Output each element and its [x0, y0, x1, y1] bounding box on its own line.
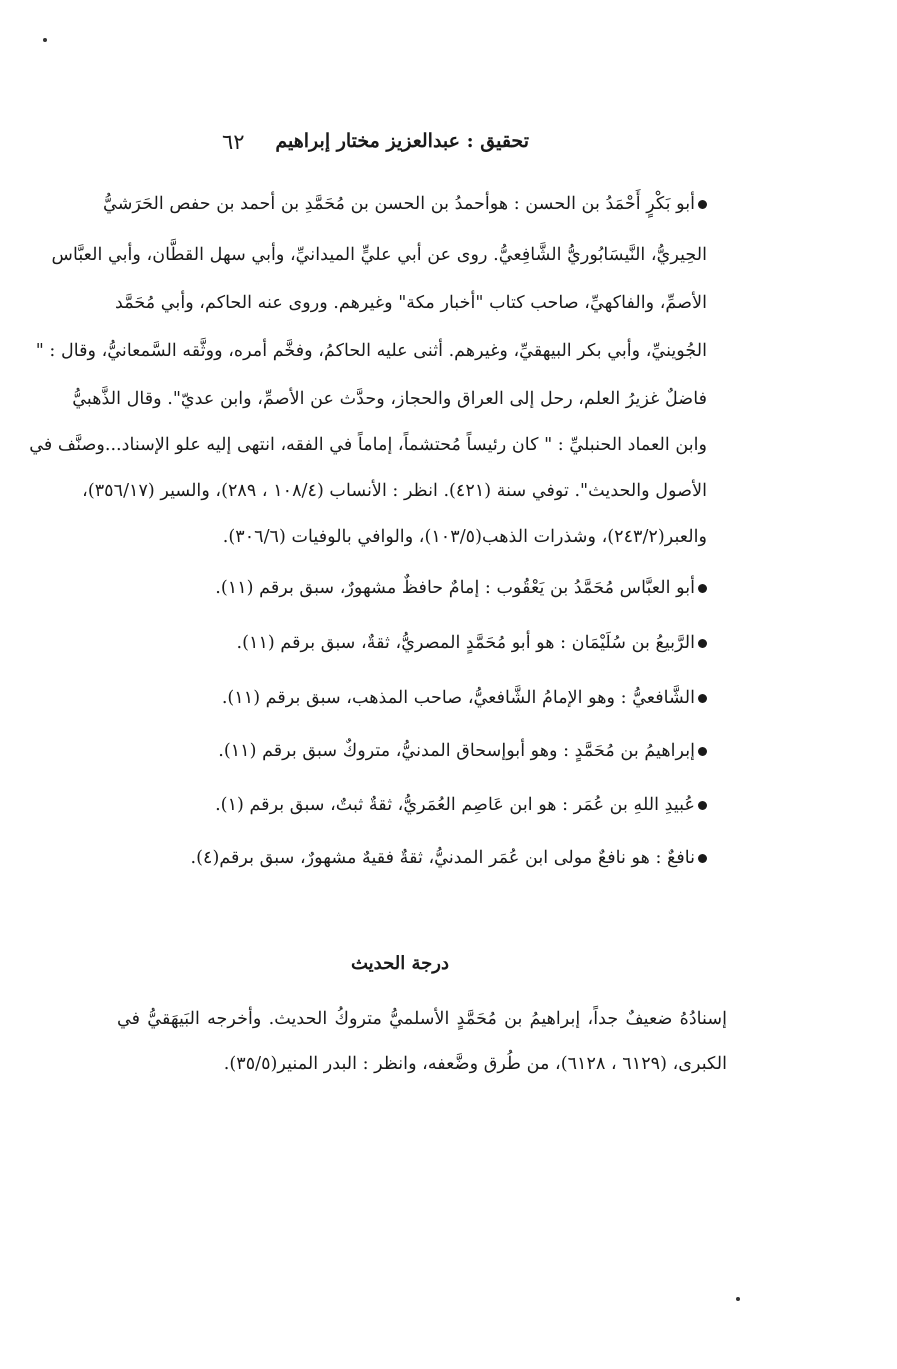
biography-line-4: الجُوينيِّ، وأبي بكر البيهقيِّ، وغيرهم. أثنى عليه الحاكمُ، وفخَّم أمره، ووثَّقه السَّمعانيُّ، وقال : " — [35, 341, 707, 361]
biography-line-5: فاضلٌ غزيرُ العلم، رحل إلى العراق والحجاز، وحدَّث عن الأصمِّ، وابن عديّ". وقال الذَّهبيُّ — [72, 389, 707, 409]
scan-speck — [43, 38, 47, 42]
page-number: ٦٢ — [222, 130, 245, 154]
grade-line-2: الكبرى، (٦١٢٩ ، ٦١٢٨)، من طُرق وضَّعفه، وانظر : البدر المنير(٣٥/٥). — [223, 1054, 727, 1074]
bullet-icon — [698, 801, 707, 810]
narrator-item-4: إبراهيمُ بن مُحَمَّدٍ : وهو أبوإسحاق المدنيُّ، متروكٌ سبق برقم (١١). — [218, 738, 707, 764]
grade-line-1: إسنادُهُ ضعيفٌ جداً، إبراهيمُ بن مُحَمَّدٍ الأسلميُّ متروكُ الحديث. وأخرجه البَيهَقيُّ في — [117, 1009, 727, 1029]
bullet-icon — [698, 747, 707, 756]
bullet-icon — [698, 584, 707, 593]
section-title-hadith-grade: درجة الحديث — [351, 953, 449, 974]
biography-line-3: الأصمِّ، والفاكهيِّ، صاحب كتاب "أخبار مكة" وغيرهم. وروى عنه الحاكم، وأبي مُحَمَّد — [114, 293, 707, 313]
narrator-item-6: نافعٌ : هو نافعٌ مولى ابن عُمَر المدنيُّ، ثقةٌ فقيهٌ مشهورٌ، سبق برقم(٤). — [191, 845, 707, 871]
scan-speck — [736, 1297, 740, 1301]
narrator-item-3: الشَّافعيُّ : وهو الإمامُ الشَّافعيُّ، صاحب المذهب، سبق برقم (١١). — [222, 685, 707, 711]
biography-line-7: الأصول والحديث". توفي سنة (٤٢١). انظر : الأنساب (١٠٨/٤ ، ٢٨٩)، والسير (٣٥٦/١٧)، — [82, 481, 707, 501]
biography-line-6: وابن العماد الحنبليِّ : " كان رئيساً مُحتشماً، إماماً في الفقه، انتهى إليه علو الإسناد...وصنَّف في — [29, 435, 707, 455]
narrator-item-5: عُبيدِ اللهِ بن عُمَر : هو ابن عَاصِم العُمَريُّ، ثقةٌ ثبتٌ، سبق برقم (١). — [215, 792, 707, 818]
biography-line-8: والعبر(٢٤٣/٢)، وشذرات الذهب(١٠٣/٥)، والوافي بالوفيات (٣٠٦/٦). — [222, 527, 707, 547]
biography-line-2: الحِيريُّ، النَّيسَابُوريُّ الشَّافِعيُّ. روى عن أبي عليٍّ الميدانيِّ، وأبي سهل القطَّان، وأبي العبَّاس — [51, 245, 707, 265]
running-header-title: تحقيق : عبدالعزيز مختار إبراهيم — [275, 130, 529, 152]
bullet-icon — [698, 854, 707, 863]
bullet-icon — [698, 694, 707, 703]
bullet-icon — [698, 200, 707, 209]
bullet-icon — [698, 639, 707, 648]
narrator-item-2: الرَّبيعُ بن سُلَيْمَان : هو أبو مُحَمَّدٍ المصريُّ، ثقةٌ، سبق برقم (١١). — [237, 630, 707, 656]
biography-line-1: أبو بَكْرٍ أَحْمَدُ بن الحسن : هوأحمدُ بن الحسن بن مُحَمَّدِ بن أحمد بن حفص الحَرَشيُّ — [117, 191, 707, 217]
narrator-item-1: أبو العبَّاس مُحَمَّدُ بن يَعْقُوب : إمامٌ حافظٌ مشهورٌ، سبق برقم (١١). — [215, 575, 707, 601]
